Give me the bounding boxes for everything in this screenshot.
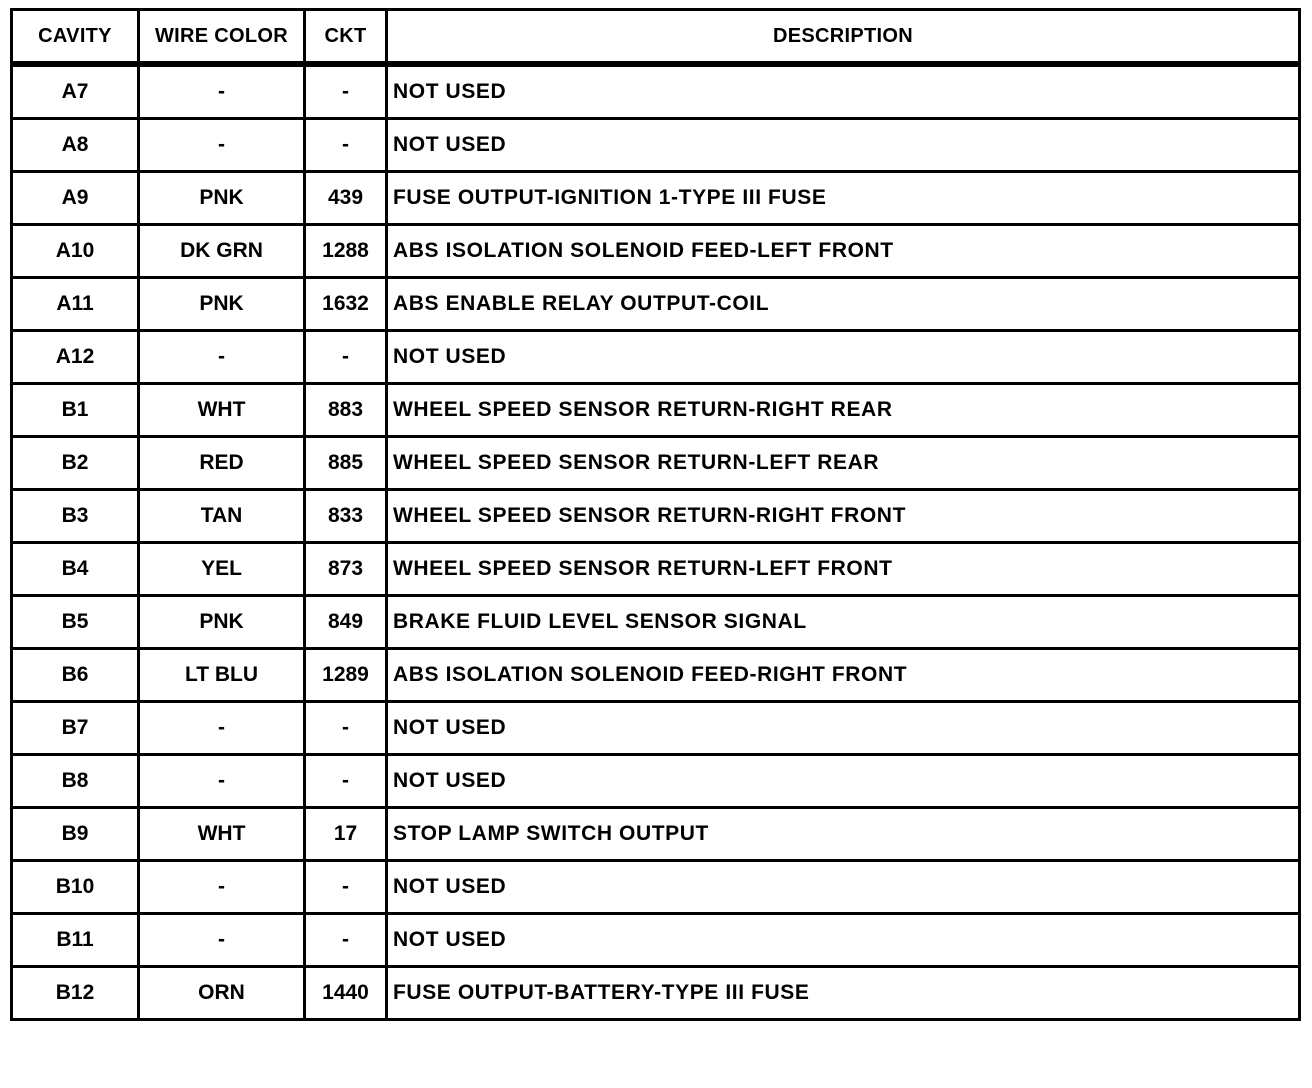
cell-cavity: B5 [12, 596, 139, 649]
cell-cavity: A12 [12, 331, 139, 384]
cell-description: WHEEL SPEED SENSOR RETURN-LEFT FRONT [387, 543, 1300, 596]
table-row [12, 172, 1300, 225]
table-row [12, 649, 1300, 702]
cell-description: ABS ISOLATION SOLENOID FEED-RIGHT FRONT [387, 649, 1300, 702]
cell-cavity: B7 [12, 702, 139, 755]
cell-wire-color: LT BLU [139, 649, 305, 702]
table-row [12, 702, 1300, 755]
cell-description: BRAKE FLUID LEVEL SENSOR SIGNAL [387, 596, 1300, 649]
table-row [12, 755, 1300, 808]
cell-ckt: 833 [305, 490, 387, 543]
cell-ckt: - [305, 64, 387, 119]
table-row [12, 384, 1300, 437]
cell-description: NOT USED [387, 702, 1300, 755]
table-row [12, 64, 1300, 119]
cell-wire-color: - [139, 64, 305, 119]
header-cavity: CAVITY [12, 10, 139, 65]
cell-cavity: A11 [12, 278, 139, 331]
cell-wire-color: ORN [139, 967, 305, 1020]
cell-cavity: A10 [12, 225, 139, 278]
cell-wire-color: - [139, 119, 305, 172]
cell-cavity: B3 [12, 490, 139, 543]
table-row [12, 861, 1300, 914]
table-row [12, 278, 1300, 331]
cell-wire-color: RED [139, 437, 305, 490]
cell-description: NOT USED [387, 914, 1300, 967]
cell-ckt: 885 [305, 437, 387, 490]
cell-wire-color: WHT [139, 384, 305, 437]
cell-wire-color: WHT [139, 808, 305, 861]
cell-description: NOT USED [387, 331, 1300, 384]
header-ckt: CKT [305, 10, 387, 65]
cell-ckt: - [305, 702, 387, 755]
connector-pinout-table [10, 8, 1301, 1021]
cell-description: FUSE OUTPUT-IGNITION 1-TYPE III FUSE [387, 172, 1300, 225]
cell-cavity: B4 [12, 543, 139, 596]
cell-description: NOT USED [387, 861, 1300, 914]
cell-ckt: 849 [305, 596, 387, 649]
table-body [12, 64, 1300, 1020]
cell-ckt: 1288 [305, 225, 387, 278]
cell-wire-color: PNK [139, 278, 305, 331]
cell-ckt: 873 [305, 543, 387, 596]
cell-wire-color: - [139, 331, 305, 384]
cell-wire-color: DK GRN [139, 225, 305, 278]
cell-description: WHEEL SPEED SENSOR RETURN-LEFT REAR [387, 437, 1300, 490]
header-wire-color: WIRE COLOR [139, 10, 305, 65]
cell-cavity: B12 [12, 967, 139, 1020]
cell-ckt: 439 [305, 172, 387, 225]
cell-ckt: 17 [305, 808, 387, 861]
cell-description: NOT USED [387, 64, 1300, 119]
cell-ckt: - [305, 861, 387, 914]
cell-wire-color: - [139, 755, 305, 808]
table-row [12, 543, 1300, 596]
cell-ckt: 883 [305, 384, 387, 437]
table-row [12, 967, 1300, 1020]
cell-description: FUSE OUTPUT-BATTERY-TYPE III FUSE [387, 967, 1300, 1020]
cell-description: ABS ENABLE RELAY OUTPUT-COIL [387, 278, 1300, 331]
cell-description: NOT USED [387, 119, 1300, 172]
cell-cavity: B10 [12, 861, 139, 914]
cell-ckt: - [305, 914, 387, 967]
cell-ckt: 1289 [305, 649, 387, 702]
cell-cavity: B6 [12, 649, 139, 702]
cell-cavity: A7 [12, 64, 139, 119]
cell-cavity: B9 [12, 808, 139, 861]
cell-wire-color: - [139, 861, 305, 914]
cell-description: WHEEL SPEED SENSOR RETURN-RIGHT REAR [387, 384, 1300, 437]
cell-wire-color: YEL [139, 543, 305, 596]
cell-ckt: 1440 [305, 967, 387, 1020]
cell-cavity: B1 [12, 384, 139, 437]
cell-wire-color: - [139, 702, 305, 755]
header-description: DESCRIPTION [387, 10, 1300, 65]
cell-wire-color: - [139, 914, 305, 967]
table-row [12, 596, 1300, 649]
cell-wire-color: PNK [139, 596, 305, 649]
table-header-row [12, 10, 1300, 65]
cell-cavity: B8 [12, 755, 139, 808]
cell-cavity: A8 [12, 119, 139, 172]
connector-table-sheet [10, 8, 1298, 1021]
cell-ckt: 1632 [305, 278, 387, 331]
cell-ckt: - [305, 331, 387, 384]
cell-cavity: B2 [12, 437, 139, 490]
table-row [12, 225, 1300, 278]
cell-description: NOT USED [387, 755, 1300, 808]
cell-wire-color: TAN [139, 490, 305, 543]
cell-cavity: B11 [12, 914, 139, 967]
table-row [12, 119, 1300, 172]
table-row [12, 914, 1300, 967]
table-row [12, 808, 1300, 861]
table-row [12, 490, 1300, 543]
cell-description: WHEEL SPEED SENSOR RETURN-RIGHT FRONT [387, 490, 1300, 543]
cell-wire-color: PNK [139, 172, 305, 225]
cell-cavity: A9 [12, 172, 139, 225]
table-row [12, 437, 1300, 490]
cell-ckt: - [305, 119, 387, 172]
cell-description: STOP LAMP SWITCH OUTPUT [387, 808, 1300, 861]
cell-ckt: - [305, 755, 387, 808]
cell-description: ABS ISOLATION SOLENOID FEED-LEFT FRONT [387, 225, 1300, 278]
table-row [12, 331, 1300, 384]
